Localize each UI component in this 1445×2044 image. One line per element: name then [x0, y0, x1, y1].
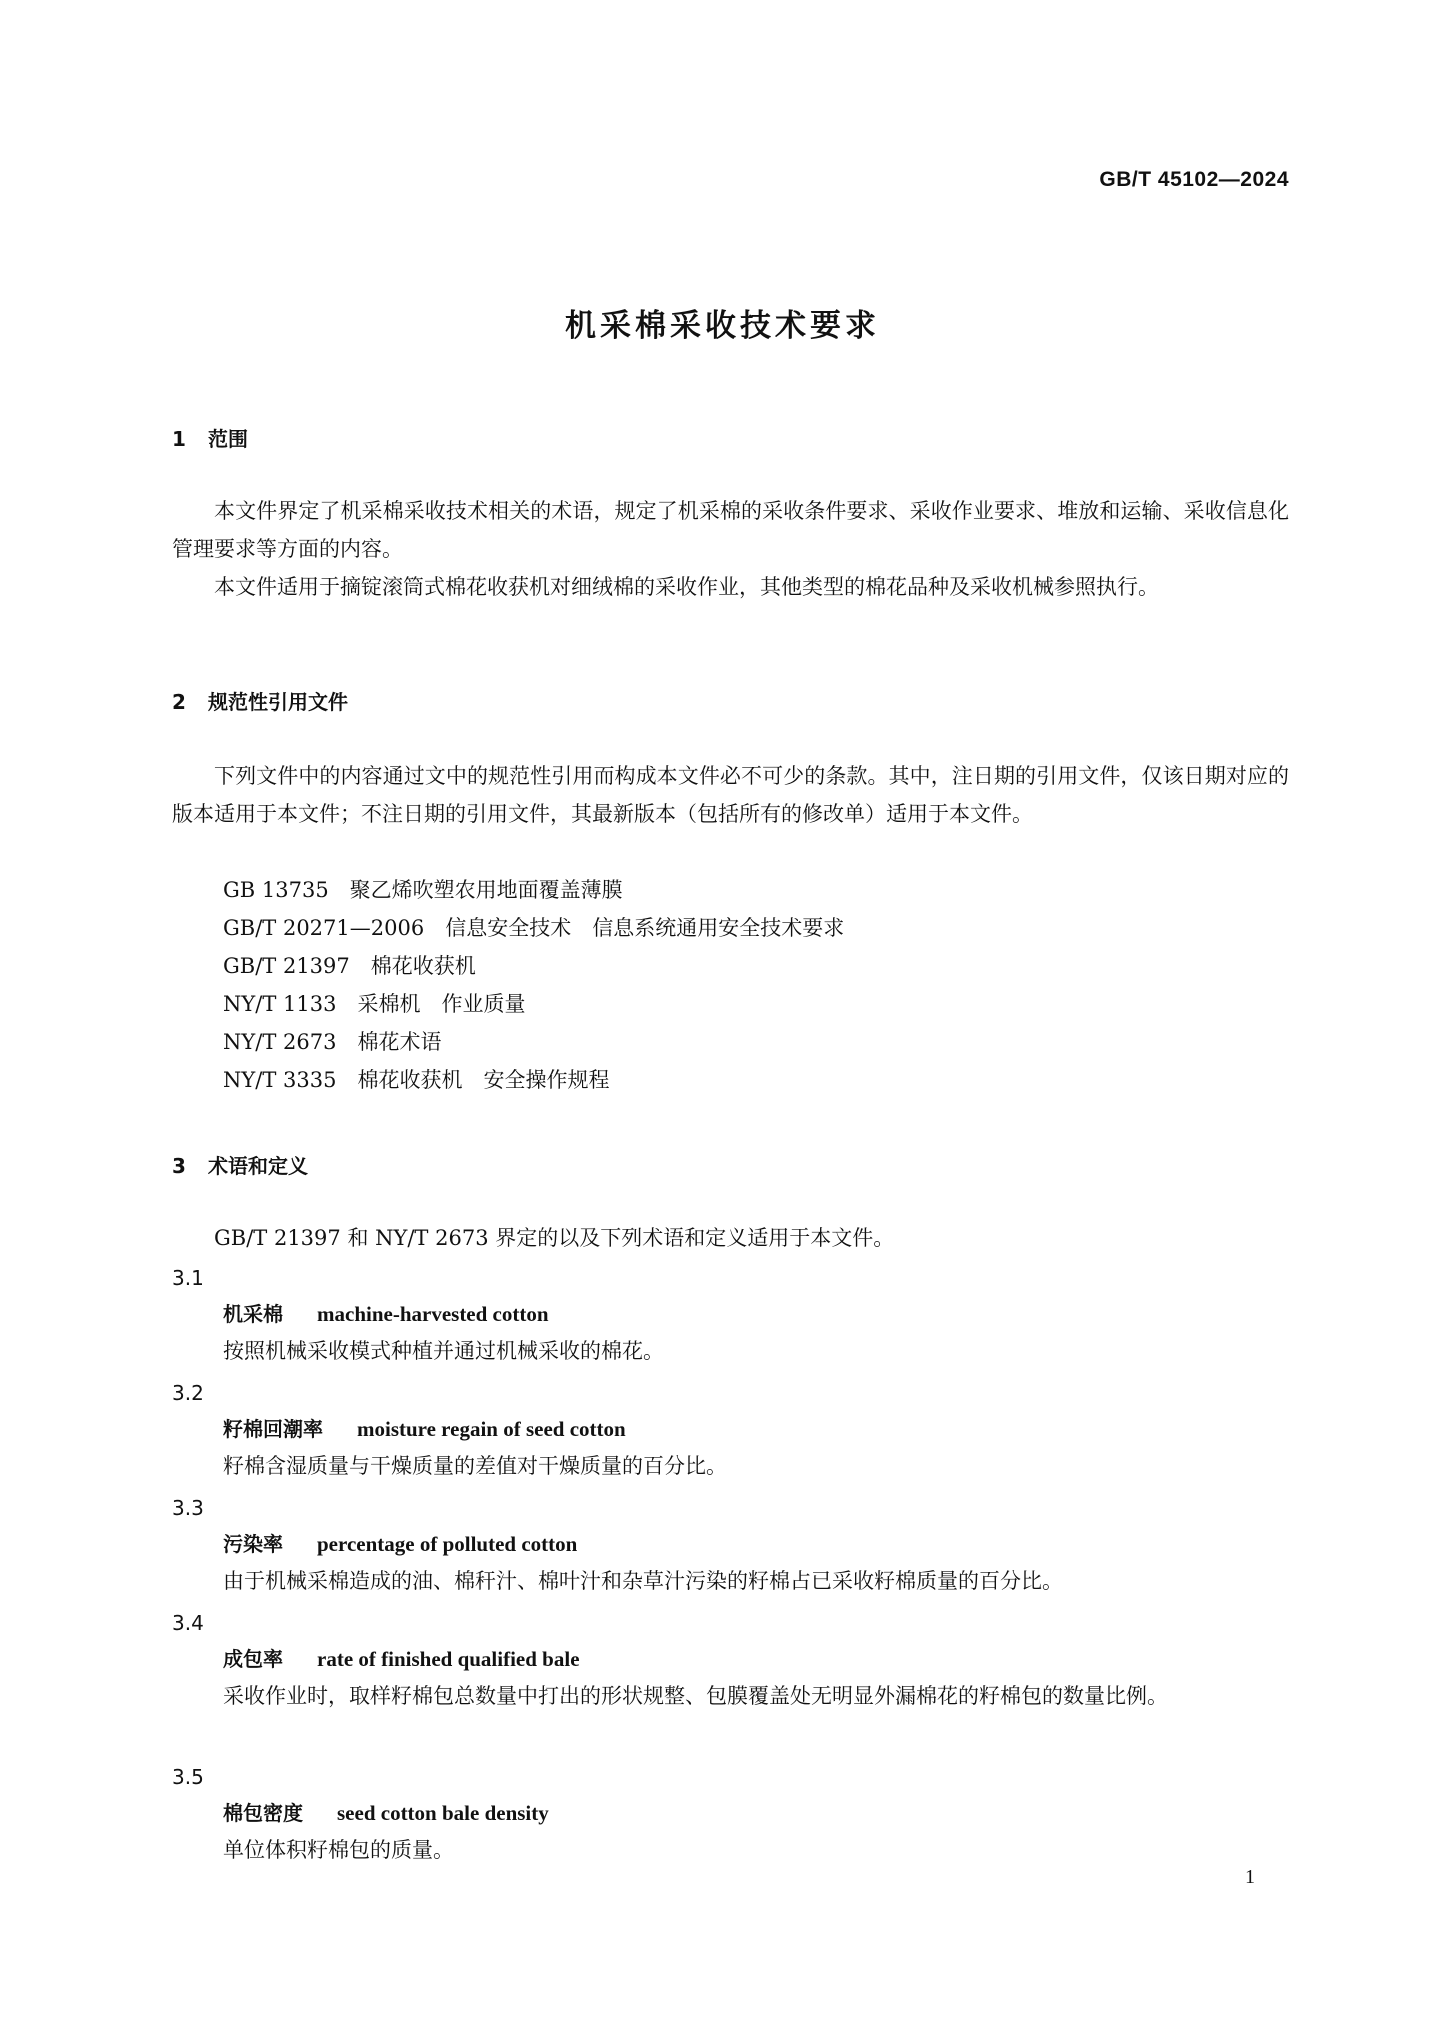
term-number: 3.2	[172, 1381, 204, 1405]
reference-item: NY/T 1133 采棉机 作业质量	[223, 992, 526, 1016]
term-chinese: 机采棉	[223, 1302, 283, 1326]
term-definition: 籽棉含湿质量与干燥质量的差值对干燥质量的百分比。	[223, 1454, 727, 1478]
section-title: 范围	[208, 427, 248, 451]
term-english: seed cotton bale density	[337, 1801, 549, 1825]
terms-intro: GB/T 21397 和 NY/T 2673 界定的以及下列术语和定义适用于本文件。	[214, 1226, 895, 1250]
reference-item: NY/T 3335 棉花收获机 安全操作规程	[223, 1068, 610, 1092]
section-title: 规范性引用文件	[208, 690, 348, 714]
reference-item: GB/T 21397 棉花收获机	[223, 954, 476, 978]
term-english: machine-harvested cotton	[317, 1302, 549, 1326]
term-number: 3.4	[172, 1611, 204, 1635]
section-number: 3	[172, 1154, 186, 1178]
page-number: 1	[1245, 1866, 1255, 1888]
term-english: rate of finished qualified bale	[317, 1647, 580, 1671]
section-2-heading	[172, 686, 348, 715]
section-number: 1	[172, 427, 186, 451]
document-title: 机采棉采收技术要求	[565, 308, 880, 344]
term-number: 3.5	[172, 1765, 204, 1789]
term-heading	[223, 1298, 549, 1327]
scope-paragraph-2: 本文件适用于摘锭滚筒式棉花收获机对细绒棉的采收作业，其他类型的棉花品种及采收机械参照执行。	[214, 575, 1159, 599]
reference-item: NY/T 2673 棉花术语	[223, 1030, 442, 1054]
scope-paragraph-1: 本文件界定了机采棉采收技术相关的术语，规定了机采棉的采收条件要求、采收作业要求、堆放和运输、采收信息化管理要求等方面的内容。	[172, 499, 1289, 561]
term-definition: 按照机械采收模式种植并通过机械采收的棉花。	[223, 1339, 664, 1363]
section-1-heading	[172, 423, 248, 452]
term-chinese: 棉包密度	[223, 1801, 303, 1825]
reference-item: GB 13735 聚乙烯吹塑农用地面覆盖薄膜	[223, 878, 623, 902]
term-definition: 单位体积籽棉包的质量。	[223, 1838, 454, 1862]
term-chinese: 成包率	[223, 1647, 283, 1671]
term-heading	[223, 1528, 577, 1557]
section-number: 2	[172, 690, 186, 714]
term-heading	[223, 1413, 626, 1442]
standard-number: GB/T 45102—2024	[1099, 168, 1289, 191]
term-number: 3.3	[172, 1496, 204, 1520]
term-english: percentage of polluted cotton	[317, 1532, 578, 1556]
term-chinese: 籽棉回潮率	[223, 1417, 323, 1441]
reference-item: GB/T 20271—2006 信息安全技术 信息系统通用安全技术要求	[223, 916, 845, 940]
term-definition: 采收作业时，取样籽棉包总数量中打出的形状规整、包膜覆盖处无明显外漏棉花的籽棉包的数量比例。	[223, 1684, 1168, 1708]
section-3-heading	[172, 1150, 308, 1179]
references-intro: 下列文件中的内容通过文中的规范性引用而构成本文件必不可少的条款。其中，注日期的引用文件，仅该日期对应的版本适用于本文件；不注日期的引用文件，其最新版本（包括所有的修改单）适用于本文件。	[172, 764, 1289, 826]
term-definition: 由于机械采棉造成的油、棉秆汁、棉叶汁和杂草汁污染的籽棉占已采收籽棉质量的百分比。	[223, 1569, 1063, 1593]
term-chinese: 污染率	[223, 1532, 283, 1556]
section-title: 术语和定义	[208, 1154, 308, 1178]
term-english: moisture regain of seed cotton	[357, 1417, 626, 1441]
term-heading	[223, 1643, 580, 1672]
term-number: 3.1	[172, 1266, 204, 1290]
term-heading	[223, 1797, 549, 1826]
